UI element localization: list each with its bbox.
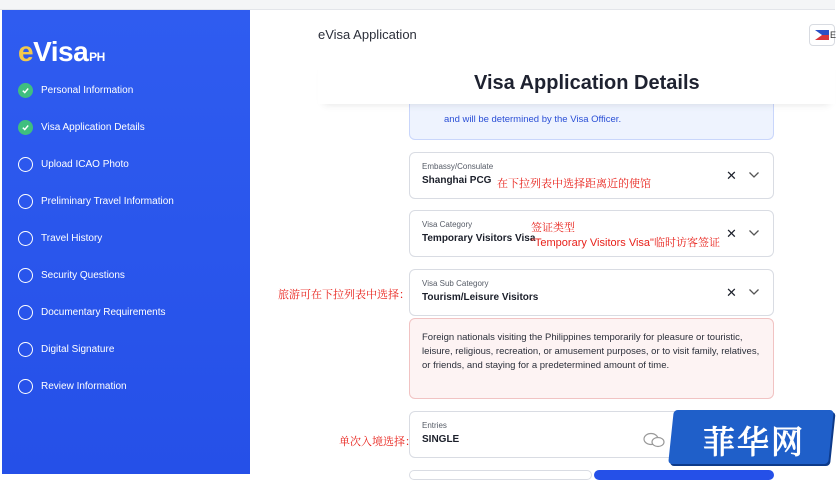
empty-circle-icon xyxy=(18,379,33,394)
language-selector[interactable] xyxy=(809,24,835,46)
chevron-down-icon[interactable] xyxy=(748,170,760,180)
sidebar-step-visa-application-details[interactable] xyxy=(18,117,145,137)
step-label: Preliminary Travel Information xyxy=(41,195,174,207)
annotation-entries: 单次入境选择： xyxy=(339,436,416,448)
step-label: Travel History xyxy=(41,232,103,244)
logo-e: e xyxy=(18,36,34,67)
visa-sub-category-select[interactable] xyxy=(409,269,774,316)
sidebar-step-review-information[interactable] xyxy=(18,376,127,396)
watermark-logo xyxy=(643,410,833,464)
chevron-down-icon[interactable] xyxy=(748,228,760,238)
evisa-logo[interactable] xyxy=(18,36,105,68)
logo-ph: PH xyxy=(89,50,105,64)
field-value: Tourism/Leisure Visitors xyxy=(422,292,539,303)
sidebar-step-digital-signature[interactable] xyxy=(18,339,114,359)
info-notice xyxy=(409,104,774,140)
empty-circle-icon xyxy=(18,157,33,172)
check-circle-icon xyxy=(18,120,33,135)
annotation-embassy: 在下拉列表中选择距离近的使馆 xyxy=(497,178,651,190)
field-value: Temporary Visitors Visa xyxy=(422,233,536,244)
empty-circle-icon xyxy=(18,231,33,246)
step-label: Personal Information xyxy=(41,84,134,96)
step-label: Upload ICAO Photo xyxy=(41,158,129,170)
language-code: E xyxy=(830,30,836,40)
sidebar-step-travel-history[interactable] xyxy=(18,228,102,248)
next-button-partial[interactable] xyxy=(594,470,774,480)
clear-icon[interactable]: ✕ xyxy=(726,226,737,241)
browser-top-bar xyxy=(0,0,835,10)
step-label: Review Information xyxy=(41,380,127,392)
field-label: Visa Sub Category xyxy=(422,279,489,288)
step-label: Visa Application Details xyxy=(41,121,145,133)
sidebar-step-personal-information[interactable] xyxy=(18,80,133,100)
description-text: Foreign nationals visiting the Philippines temporarily for pleasure or touristic, leisure, religious, recreation, or amusement purposes, or to visit family, relatives, or friends, and staying for a predetermined amount of time. xyxy=(422,332,760,371)
empty-circle-icon xyxy=(18,305,33,320)
step-label: Security Questions xyxy=(41,269,125,281)
clear-icon[interactable]: ✕ xyxy=(726,285,737,300)
card-header xyxy=(318,58,835,104)
sidebar-step-documentary-requirements[interactable] xyxy=(18,302,166,322)
sub-category-description xyxy=(409,318,774,399)
app-title: eVisa Application xyxy=(318,27,417,42)
chat-bubble-icon xyxy=(643,432,665,448)
empty-circle-icon xyxy=(18,268,33,283)
empty-circle-icon xyxy=(18,194,33,209)
chevron-down-icon[interactable] xyxy=(748,287,760,297)
field-value: Shanghai PCG xyxy=(422,175,492,186)
annotation-sub-category: 旅游可在下拉列表中选择： xyxy=(278,289,410,301)
next-field-partial[interactable] xyxy=(409,470,592,480)
sidebar xyxy=(2,10,250,474)
field-label: Visa Category xyxy=(422,220,473,229)
sidebar-step-security-questions[interactable] xyxy=(18,265,125,285)
watermark-text: 菲华网 xyxy=(702,423,805,461)
flag-triangle xyxy=(815,30,822,40)
page-title: Visa Application Details xyxy=(474,72,700,94)
step-label: Digital Signature xyxy=(41,343,115,355)
step-label: Documentary Requirements xyxy=(41,306,166,318)
info-notice-text: and will be determined by the Visa Officer. xyxy=(444,114,622,125)
field-value: SINGLE xyxy=(422,434,460,445)
field-label: Entries xyxy=(422,421,447,430)
sidebar-step-upload-icao-photo[interactable] xyxy=(18,154,129,174)
sidebar-step-preliminary-travel-information[interactable] xyxy=(18,191,174,211)
empty-circle-icon xyxy=(18,342,33,357)
annotation-category-title: 签证类型 xyxy=(531,222,575,234)
field-label: Embassy/Consulate xyxy=(422,162,494,171)
clear-icon[interactable]: ✕ xyxy=(726,168,737,183)
annotation-category-detail: "Temporary Visitors Visa"临时访客签证 xyxy=(531,237,720,249)
logo-visa: Visa xyxy=(33,36,89,67)
check-circle-icon xyxy=(18,83,33,98)
